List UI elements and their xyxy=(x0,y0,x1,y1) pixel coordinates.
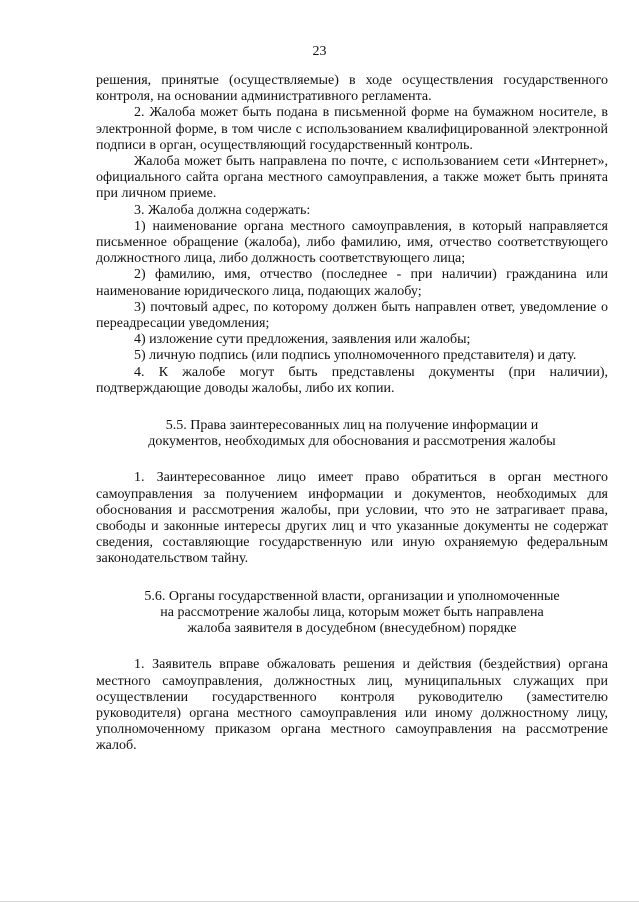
paragraph-complaint-contents: 3. Жалоба должна содержать: xyxy=(134,202,311,218)
list-item-2: 2) фамилию, имя, отчество (последнее - при наличии) гражданина или наименование юридического лица, подающих жалобу; xyxy=(96,267,608,299)
section-heading-5-5-line2: документов, необходимых для обоснования и рассмотрения жалобы xyxy=(148,434,556,450)
list-item-1: 1) наименование органа местного самоуправления, в который направляется письменное обращение (жалоба), либо фамилию, имя, отчество соответствующего должностного лица, либо должность соответствующего лица; xyxy=(96,218,608,267)
section-heading-5-6-line1: 5.6. Органы государственной власти, организации и уполномоченные xyxy=(144,588,560,604)
section-5-6-paragraph: 1. Заявитель вправе обжаловать решения и действия (бездействия) органа местного самоуправления, должностных лиц, муниципальных служащих при осуществлении государственного контроля руководителю (заместителю руководителя) органа местного самоуправления или иному должностному лицу, уполномоченному приказом органа местного самоуправления на рассмотрение жалоб. xyxy=(96,657,608,754)
page-number: 23 xyxy=(312,44,327,59)
list-item-3: 3) почтовый адрес, по которому должен быть направлен ответ, уведомление о переадресации уведомления; xyxy=(96,299,608,332)
paragraph-attachments: 4. К жалобе могут быть представлены документы (при наличии), подтверждающие доводы жалобы, либо их копии. xyxy=(96,364,608,396)
paragraph-complaint-forms: 2. Жалоба может быть подана в письменной форме на бумажном носителе, в электронной форме, в том числе с использованием квалифицированной электронной подписи в орган, осуществляющий государственный контроль. xyxy=(96,105,608,153)
list-item-4: 4) изложение сути предложения, заявления или жалобы; xyxy=(134,332,471,348)
paragraph-continuation: решения, принятые (осуществляемые) в ходе осуществления государственного контроля, на основании административного регламента. xyxy=(96,73,608,105)
section-heading-5-6-line2: на рассмотрение жалобы лица, которым может быть направлена xyxy=(160,604,544,620)
paragraph-complaint-channels: Жалоба может быть направлена по почте, с использованием сети «Интернет», официального сайта органа местного самоуправления, а также может быть принята при личном приеме. xyxy=(96,154,608,202)
page-content xyxy=(96,73,608,755)
section-heading-5-6-line3: жалоба заявителя в досудебном (внесудебном) порядке xyxy=(187,621,517,637)
section-heading-5-5-line1: 5.5. Права заинтересованных лиц на получение информации и xyxy=(165,418,539,434)
page-bottom-edge xyxy=(0,901,639,902)
list-item-5: 5) личную подпись (или подпись уполномоченного представителя) и дату. xyxy=(134,348,577,364)
section-5-5-paragraph: 1. Заинтересованное лицо имеет право обратиться в орган местного самоуправления за получением информации и документов, необходимых для обоснования и рассмотрения жалобы, при условии, что это не затрагивает права, свободы и законные интересы других лиц и что указанные документы не содержат сведения, составляющие государственную или иную охраняемую федеральным законодательством тайну. xyxy=(96,470,608,567)
